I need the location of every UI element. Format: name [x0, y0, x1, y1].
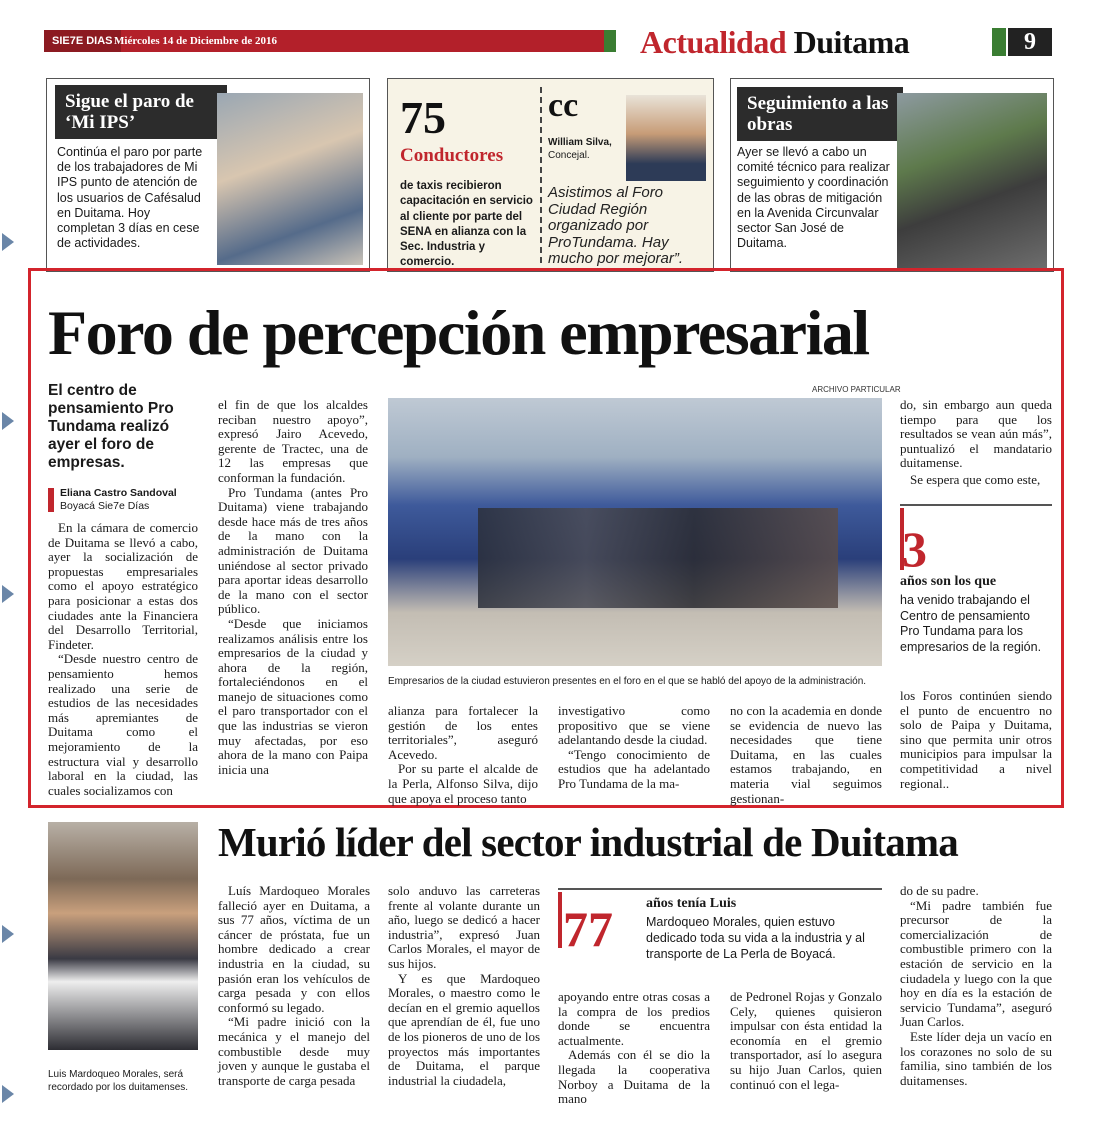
- paragraph: Además con él se dio la llegada la cooperativa Norboy a Duitama de la mano: [558, 1047, 710, 1107]
- margin-arrow-icon: [2, 412, 14, 430]
- obituary-column-2: [388, 884, 540, 1088]
- obituary-column-4: [730, 990, 882, 1092]
- article-column-4: [558, 704, 710, 792]
- paragraph: Se espera que como este,: [910, 471, 1041, 487]
- byline-author: Eliana Castro Sandoval: [60, 487, 177, 499]
- brief-title: Seguimiento a las obras: [737, 87, 903, 141]
- article-headline: Foro de percepción empresarial: [48, 297, 869, 368]
- section-title-b: Duitama: [793, 24, 910, 60]
- paragraph: Por su parte el alcalde de la Perla, Alfonso Silva, dijo que apoya el proceso tanto: [388, 761, 538, 806]
- paragraph: “Mi padre también fue precursor de la comercialización de combustible primero con la estación de servicio en la ciudadela y luego con la que hoy en día es la estación de servicio Tundama”, aseguró Juan Carlos.: [900, 897, 1052, 1030]
- quote-author: William Silva,: [548, 137, 612, 148]
- audience-shape: [478, 508, 838, 608]
- issue-date: Miércoles 14 de Diciembre de 2016: [114, 35, 278, 47]
- figure-number: 75: [400, 92, 446, 143]
- section-title: [640, 24, 909, 60]
- article-subhead: El centro de pensamiento Pro Tundama realizó ayer el foro de empresas.: [48, 382, 174, 471]
- paragraph: “Desde que iniciamos realizamos análisis entre los empresarios de la ciudad y ahora de la región, fortaleciéndonos en el manejo de situaciones como el paro transportador con el que las industrias se vieron muy afectadas, por eso ahora de la mano con Paipa inicia una: [218, 615, 368, 777]
- forum-photo: [388, 398, 882, 666]
- page-number: 9: [1008, 28, 1052, 56]
- paragraph: los Foros continúen siendo el punto de encuentro no solo de Paipa y Duitama, sino que permita unir otros municipios para impulsar la competitividad a nivel regional..: [900, 688, 1052, 791]
- page-number-box: [992, 28, 1052, 56]
- protest-photo: [217, 93, 363, 265]
- stat-label: años son los que: [900, 574, 997, 589]
- figure-text: de taxis recibieron capacitación en servicio al cliente por parte del SENA en alianza con la Sec. Industria y comercio.: [400, 180, 533, 269]
- section-tag: SIE7E DIAS: [44, 30, 121, 52]
- paragraph: do de su padre.: [900, 883, 979, 898]
- margin-arrow-icon: [2, 925, 14, 943]
- photo-credit: ARCHIVO PARTICULAR: [812, 385, 901, 394]
- paragraph: Luís Mardoqueo Morales falleció ayer en Duitama, a sus 77 años, víctima de un cáncer de próstata, fue un hombre dedicado a crear industria en la ciudad, su pasión eran los vehículos de carga pesada y con ellos conformó su legado.: [218, 883, 370, 1015]
- margin-arrow-icon: [2, 233, 14, 251]
- article-column-1: [48, 521, 198, 798]
- header-bar: [44, 30, 604, 52]
- quote-text: Asistimos al Foro Ciudad Región organizado por ProTundama. Hay mucho por mejorar”.: [548, 184, 684, 267]
- obituary-column-5: [900, 884, 1052, 1088]
- paragraph: En la cámara de comercio de Duitama se llevó a cabo, ayer la socialización de propuestas empresariales como el apoyo estratégico para posicionar a estas dos ciudades ante la Financiera del Desarrollo Territorial, Findeter.: [48, 520, 198, 652]
- brief-box-works: [730, 78, 1054, 272]
- brief-text: Ayer se llevó a cabo un comité técnico para realizar seguimiento y coordinación de las obras de mitigación en la Avenida Circunvalar sector San José de Duitama.: [737, 145, 890, 251]
- margin-arrow-icon: [2, 585, 14, 603]
- stat-text: Mardoqueo Morales, quien estuvo dedicado toda su vida a la industria y al transporte de La Perla de Boyacá.: [646, 915, 865, 961]
- paragraph: “Mi padre inició con la mecánica y el manejo del combustible desde muy joven y aunque le gustaba el transporte de carga pesada: [218, 1014, 370, 1088]
- paragraph: de Pedronel Rojas y Gonzalo Cely, quienes quisieron impulsar con ésta entidad la economía en el gremio transportador, así lo asegura su hijo Juan Carlos, quien continuó con el lega-: [730, 989, 882, 1092]
- article-column-6: [900, 398, 1052, 488]
- paragraph: “Tengo conocimiento de estudios que ha adelantado Pro Tundama de la ma-: [558, 746, 710, 791]
- stat-text: ha venido trabajando el Centro de pensamiento Pro Tundama para los empresarios de la región.: [900, 593, 1042, 654]
- paragraph: do, sin embargo aun queda tiempo para que los resultados se vean aún más”, puntualizó el mandatario duitamense.: [900, 397, 1052, 471]
- stat-rule: [558, 888, 882, 890]
- paragraph: Este líder deja un vacío en los corazones no solo de su familia, sino también de los duitamenses.: [900, 1028, 1052, 1088]
- portrait-photo: [626, 95, 706, 181]
- obituary-column-3: [558, 990, 710, 1107]
- quote-mark-icon: cc: [548, 87, 579, 124]
- section-title-a: Actualidad: [640, 24, 787, 60]
- brief-title: Sigue el paro de ‘Mi IPS’: [55, 85, 227, 139]
- figure-label: Conductores: [400, 145, 504, 166]
- photo-caption: Empresarios de la ciudad estuvieron presentes en el foro en el que se habló del apoyo de la administración.: [388, 676, 867, 687]
- paragraph: alianza para fortalecer la gestión de los entes territoriales”, aseguró Acevedo.: [388, 703, 538, 762]
- paragraph: “Desde nuestro centro de pensamiento hemos realizado una serie de estudios de las necesidades más apremiantes de Duitama como el mejoramiento de la estructura vial y desarrollo laboral en la ciudad, las cuales socializamos con: [48, 651, 198, 798]
- brief-box-figures: [387, 78, 714, 272]
- quote-author-role: Concejal.: [548, 150, 590, 161]
- article-column-3: [388, 704, 538, 806]
- paragraph: investigativo como propositivo que se viene adelantando desde la ciudad.: [558, 703, 710, 748]
- brief-text: Continúa el paro por parte de los trabajadores de Mi IPS punto de atención de los usuarios de Cafésalud en Duitama. Hoy completan 3 días en cese de actividades.: [57, 145, 203, 251]
- page-number-accent: [992, 28, 1006, 56]
- obituary-photo: [48, 822, 198, 1050]
- roadwork-photo: [897, 93, 1047, 269]
- stat-number: 77: [563, 901, 613, 957]
- stat-number: 3: [902, 521, 927, 577]
- stat-rule: [900, 504, 1052, 506]
- paragraph: apoyando entre otras cosas a la compra de los predios donde se encuentra actualmente.: [558, 989, 710, 1048]
- margin-arrow-icon: [2, 1085, 14, 1103]
- obituary-column-1: [218, 884, 370, 1088]
- article-column-5: [730, 704, 882, 806]
- paragraph: no con la academia en donde se evidencia de nuevo las necesidades que tiene Duitama, en las cuales estamos trabajando, en materia vial seguimos gestionan-: [730, 703, 882, 806]
- paragraph: Y es que Mardoqueo Morales, o maestro como le decían en el gremio aquellos que aprendían de él, fue uno de los pioneros de uno de los proyectos más importantes de Duitama, el parque industrial la ciudadela,: [388, 970, 540, 1088]
- stat-label: años tenía Luis: [646, 896, 737, 911]
- obituary-photo-caption: Luis Mardoqueo Morales, será recordado por los duitamenses.: [48, 1069, 189, 1093]
- byline-marker: [48, 488, 54, 512]
- paragraph: solo anduvo las carreteras frente al volante durante un año, luego se dedicó a hacer industria”, expresó Juan Carlos Morales, el mayor de sus hijos.: [388, 883, 540, 971]
- divider: [540, 87, 542, 263]
- header-accent: [604, 30, 616, 52]
- byline-outlet: Boyacá Sie7e Días: [60, 500, 150, 512]
- article-column-6-continued: [900, 689, 1052, 791]
- paragraph: el fin de que los alcaldes reciban nuestro apoyo”, expresó Jairo Acevedo, gerente de Tractec, una de 12 las empresas que conforman la fundación.: [218, 397, 368, 485]
- stat-marker: [558, 892, 562, 948]
- obituary-headline: Murió líder del sector industrial de Duitama: [218, 819, 958, 865]
- paragraph: Pro Tundama (antes Pro Duitama) viene trabajando desde hace más de tres años de la mano con la administración de Duitama uniéndose al sector privado para aportar ideas desarrollo de la mano con el sector público.: [218, 484, 368, 617]
- article-column-2: [218, 398, 368, 777]
- brief-box-ips: [46, 78, 370, 272]
